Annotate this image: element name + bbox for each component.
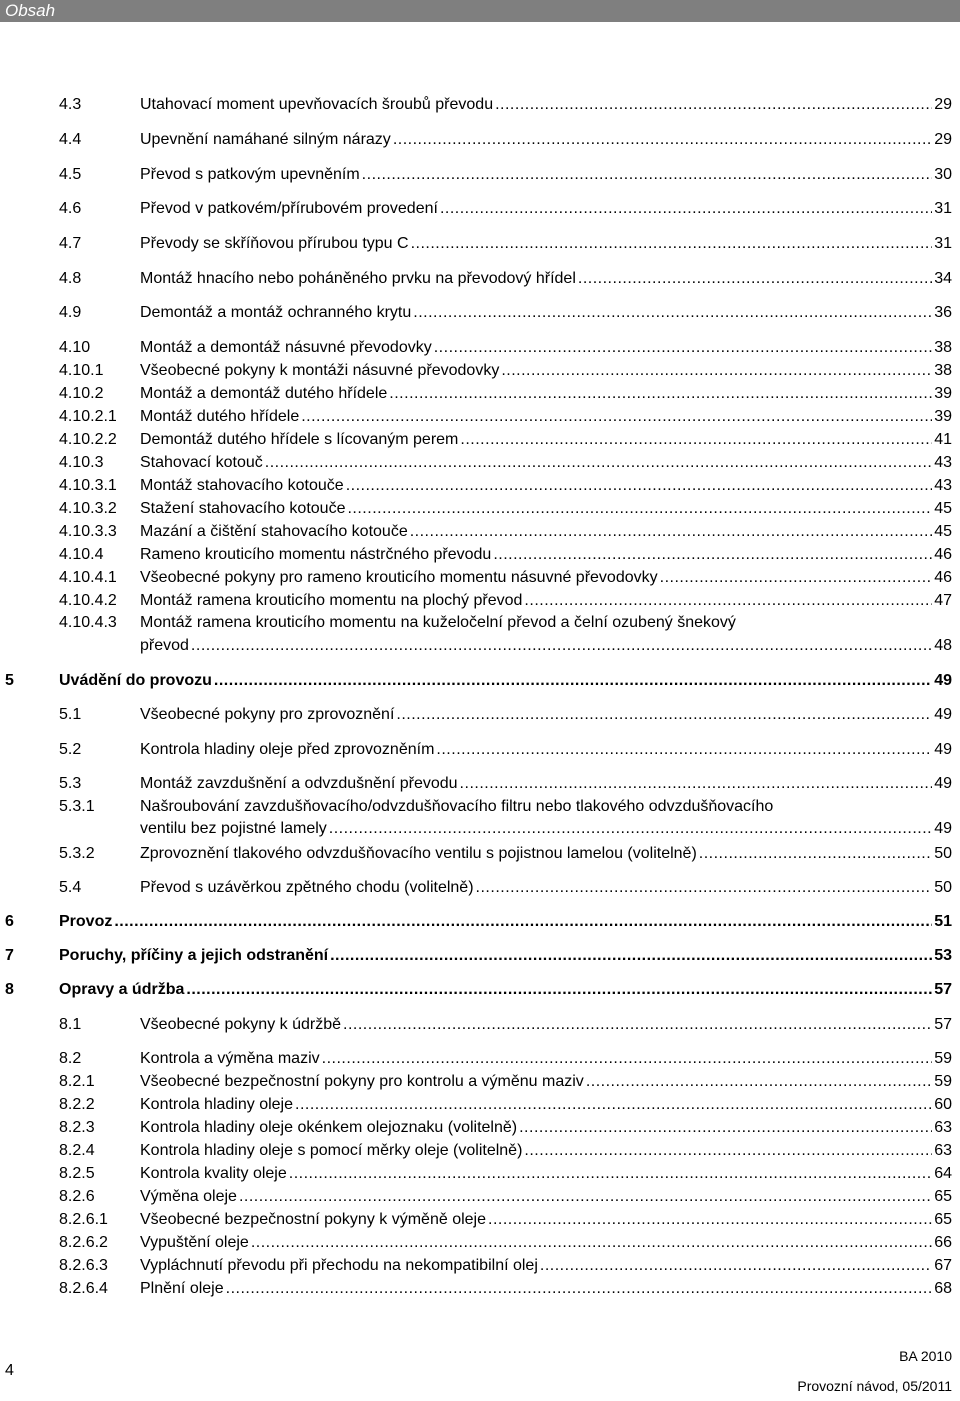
toc-entry-page: 57 (934, 981, 952, 998)
dot-leader (343, 1016, 932, 1034)
toc-entry-page: 43 (934, 454, 952, 471)
toc-entry-number: 4.10.2.2 (59, 431, 117, 448)
toc-entry-page: 57 (934, 1016, 952, 1033)
toc-entry-title: Mazání a čištění stahovacího kotouče (140, 523, 408, 540)
toc-entry-number: 8.2.6 (59, 1188, 95, 1205)
toc-entry-line (140, 879, 952, 897)
toc-entry-title: Upevnění namáhané silným nárazy (140, 131, 391, 148)
toc-entry-number: 5.4 (59, 879, 82, 896)
toc-entry[interactable] (0, 270, 960, 290)
page-number: 4 (5, 1362, 14, 1379)
dot-leader (214, 672, 932, 690)
toc-entry-number: 8 (5, 981, 14, 998)
toc-entry-page: 65 (934, 1211, 952, 1228)
toc-entry-number: 5.3 (59, 775, 82, 792)
toc-entry[interactable] (0, 569, 960, 589)
toc-entry-title: Provoz (59, 913, 113, 930)
toc-entry-page: 29 (934, 96, 952, 113)
toc-entry[interactable] (0, 913, 960, 933)
toc-entry-line (140, 845, 952, 863)
dot-leader (524, 1142, 932, 1160)
toc-entry-number: 8.2 (59, 1050, 82, 1067)
toc-entry-title: Všeobecné pokyny k montáži násuvné převodovky (140, 362, 500, 379)
toc-entry-line (140, 1016, 952, 1034)
toc-entry-page: 31 (934, 235, 952, 252)
toc-entry-number: 4.4 (59, 131, 82, 148)
toc-entry-page: 45 (934, 500, 952, 517)
toc-entry-line (140, 235, 952, 253)
toc-entry-number: 4.10.3 (59, 454, 104, 471)
toc-entry-line (140, 569, 952, 587)
toc-entry-line (140, 408, 952, 426)
toc-entry-page: 60 (934, 1096, 952, 1113)
toc-entry-page: 49 (934, 775, 952, 792)
toc-entry-line (140, 270, 952, 288)
toc-entry-title: Kontrola hladiny oleje s pomocí měrky oleje (volitelně) (140, 1142, 523, 1159)
toc-entry-line (140, 1280, 952, 1298)
dot-leader (660, 569, 932, 587)
toc-entry-title: Rameno krouticího momentu nástrčného převodu (140, 546, 492, 563)
dot-leader (519, 1119, 932, 1137)
toc-entry-number: 6 (5, 913, 14, 930)
dot-leader (495, 96, 932, 114)
dot-leader (330, 947, 932, 965)
toc-entry[interactable] (0, 1188, 960, 1208)
toc-entry[interactable] (0, 879, 960, 899)
toc-entry[interactable] (0, 500, 960, 520)
dot-leader (346, 477, 932, 495)
toc-entry-page: 49 (934, 741, 952, 758)
footer-doc-info (797, 1341, 952, 1401)
toc-entry-page: 59 (934, 1050, 952, 1067)
toc-entry-line (140, 1234, 952, 1252)
toc-entry-page: 53 (934, 947, 952, 964)
toc-entry-title: Plnění oleje (140, 1280, 224, 1297)
toc-entry[interactable] (0, 200, 960, 220)
toc-entry-line (140, 1257, 952, 1275)
dot-leader (251, 1234, 932, 1252)
toc-entry-line (140, 385, 952, 403)
toc-entry-page: 46 (934, 569, 952, 586)
toc-entry-page: 38 (934, 339, 952, 356)
toc-entry-title-line1: Montáž ramena krouticího momentu na kuželočelní převod a čelní ozubený šnekový (140, 614, 736, 631)
dot-leader (434, 339, 932, 357)
toc-entry-page: 63 (934, 1142, 952, 1159)
toc-entry-page: 68 (934, 1280, 952, 1297)
toc-entry-page: 29 (934, 131, 952, 148)
toc-entry-number: 4.10.4.2 (59, 592, 117, 609)
toc-entry-title: Vypuštění oleje (140, 1234, 249, 1251)
toc-entry-title: ventilu bez pojistné lamely (140, 820, 327, 837)
dot-leader (389, 385, 932, 403)
toc-entry-page: 41 (934, 431, 952, 448)
dot-leader (265, 454, 932, 472)
toc-entry-title: Všeobecné pokyny pro rameno krouticího momentu násuvné převodovky (140, 569, 658, 586)
toc-entry-number: 4.3 (59, 96, 82, 113)
toc-entry-number: 4.9 (59, 304, 82, 321)
toc-entry-page: 47 (934, 592, 952, 609)
dot-leader (322, 1050, 932, 1068)
toc-entry-title: Všeobecné pokyny k údržbě (140, 1016, 342, 1033)
toc-entry-number: 4.7 (59, 235, 82, 252)
toc-entry-number: 5.3.1 (59, 798, 95, 815)
dot-leader (460, 775, 932, 793)
toc-entry[interactable] (0, 775, 960, 795)
toc-entry-number: 8.2.6.3 (59, 1257, 108, 1274)
dot-leader (501, 362, 932, 380)
toc-entry-page: 49 (934, 706, 952, 723)
toc-entry-number: 5 (5, 672, 14, 689)
toc-entry-number: 4.10.2.1 (59, 408, 117, 425)
toc-entry-line (140, 1211, 952, 1229)
toc-entry[interactable] (0, 672, 960, 692)
toc-entry-page: 34 (934, 270, 952, 287)
toc-entry-line (140, 477, 952, 495)
toc-entry-page: 43 (934, 477, 952, 494)
toc-entry-title: Poruchy, příčiny a jejich odstranění (59, 947, 329, 964)
dot-leader (396, 706, 932, 724)
toc-entry[interactable] (0, 1119, 960, 1139)
dot-leader (440, 200, 932, 218)
toc-entry-number: 4.10.3.1 (59, 477, 117, 494)
toc-entry-title-line1: Našroubování zavzdušňovacího/odvzdušňovacího filtru nebo tlakového odvzdušňovacího (140, 798, 774, 815)
toc-entry-number: 8.2.6.1 (59, 1211, 108, 1228)
toc-entry-line (140, 454, 952, 472)
toc-entry-number: 8.2.1 (59, 1073, 95, 1090)
toc-entry[interactable] (0, 477, 960, 497)
toc-entry-line (140, 546, 952, 564)
toc-entry-title: Převod v patkovém/přírubovém provedení (140, 200, 438, 217)
toc-entry-page: 51 (934, 913, 952, 930)
toc-entry-line (140, 200, 952, 218)
toc-entry-title: Stahovací kotouč (140, 454, 263, 471)
toc-entry-line (140, 820, 952, 838)
toc-entry[interactable] (0, 431, 960, 451)
toc-entry[interactable] (0, 454, 960, 474)
toc-entry-title: Kontrola a výměna maziv (140, 1050, 320, 1067)
toc-entry-number: 4.10.3.3 (59, 523, 117, 540)
dot-leader (493, 546, 932, 564)
dot-leader (460, 431, 932, 449)
dot-leader (540, 1257, 932, 1275)
toc-entry[interactable] (0, 706, 960, 726)
toc-entry[interactable] (0, 1211, 960, 1231)
dot-leader (578, 270, 932, 288)
toc-entry-line (140, 1188, 952, 1206)
toc-entry-page: 64 (934, 1165, 952, 1182)
toc-entry-line (140, 1165, 952, 1183)
toc-entry-title: Kontrola hladiny oleje okénkem olejoznaku (volitelně) (140, 1119, 518, 1136)
doc-code: BA 2010 (899, 1348, 952, 1364)
dot-leader (411, 235, 932, 253)
toc-entry-page: 31 (934, 200, 952, 217)
dot-leader (186, 981, 932, 999)
toc-entry[interactable] (0, 1016, 960, 1036)
toc-entry-line (140, 741, 952, 759)
toc-entry[interactable] (0, 1280, 960, 1300)
toc-entry-title: Montáž dutého hřídele (140, 408, 300, 425)
toc-entry-title: Montáž a demontáž násuvné převodovky (140, 339, 432, 356)
toc-entry-line (140, 1073, 952, 1091)
toc-entry-line (140, 166, 952, 184)
toc-entry[interactable] (0, 1142, 960, 1162)
toc-entry-number: 4.5 (59, 166, 82, 183)
toc-entry-title: Zprovoznění tlakového odvzdušňovacího ventilu s pojistnou lamelou (volitelně) (140, 845, 697, 862)
toc-entry-title: Utahovací moment upevňovacích šroubů převodu (140, 96, 494, 113)
toc-entry-page: 63 (934, 1119, 952, 1136)
dot-leader (410, 523, 932, 541)
toc-entry-number: 4.10.3.2 (59, 500, 117, 517)
toc-entry-number: 8.2.3 (59, 1119, 95, 1136)
toc-entry-page: 48 (934, 637, 952, 654)
toc-entry-line (59, 981, 952, 999)
doc-name: Provozní návod, 05/2011 (797, 1378, 952, 1394)
toc-entry-number: 5.1 (59, 706, 82, 723)
toc-entry-page: 49 (934, 672, 952, 689)
toc-entry[interactable] (0, 523, 960, 543)
dot-leader (347, 500, 932, 518)
toc-entry-page: 38 (934, 362, 952, 379)
toc-entry-title: Převody se skříňovou přírubou typu C (140, 235, 409, 252)
toc-entry-line (140, 431, 952, 449)
toc-entry-page: 67 (934, 1257, 952, 1274)
toc-entry[interactable] (0, 592, 960, 612)
toc-entry-page: 36 (934, 304, 952, 321)
toc-entry[interactable] (0, 981, 960, 1001)
toc-entry-page: 30 (934, 166, 952, 183)
toc-entry-title: Vypláchnutí převodu při přechodu na nekompatibilní olej (140, 1257, 538, 1274)
toc-entry[interactable] (0, 235, 960, 255)
toc-entry[interactable] (0, 1096, 960, 1116)
toc-entry[interactable] (0, 947, 960, 967)
toc-entry-title: Všeobecné bezpečnostní pokyny k výměně oleje (140, 1211, 486, 1228)
toc-entry[interactable] (0, 362, 960, 382)
toc-entry-number: 4.10.4 (59, 546, 104, 563)
toc-entry[interactable] (0, 1050, 960, 1070)
toc-entry-page: 46 (934, 546, 952, 563)
toc-entry-line (59, 672, 952, 690)
dot-leader (329, 820, 932, 838)
dot-leader (586, 1073, 932, 1091)
dot-leader (191, 637, 932, 655)
toc-entry-title: Kontrola hladiny oleje (140, 1096, 293, 1113)
dot-leader (295, 1096, 932, 1114)
toc-entry-line (59, 947, 952, 965)
toc-entry-number: 4.10 (59, 339, 91, 356)
toc-entry[interactable] (0, 546, 960, 566)
dot-leader (393, 131, 932, 149)
toc-entry[interactable] (0, 304, 960, 324)
dot-leader (524, 592, 932, 610)
toc-entry-title: Opravy a údržba (59, 981, 185, 998)
toc-entry[interactable] (0, 408, 960, 428)
toc-entry-line (59, 913, 952, 931)
page-title: Obsah (5, 1, 56, 20)
dot-leader (239, 1188, 932, 1206)
toc-entry-number: 7 (5, 947, 14, 964)
toc-entry-line (140, 500, 952, 518)
toc-entry-title: převod (140, 637, 189, 654)
toc-entry-page: 49 (934, 820, 952, 837)
dot-leader (476, 879, 932, 897)
toc-entry-line (140, 362, 952, 380)
toc-entry-number: 8.1 (59, 1016, 82, 1033)
toc-entry-line (140, 1096, 952, 1114)
toc-entry-title: Montáž hnacího nebo poháněného prvku na převodový hřídel (140, 270, 576, 287)
toc-entry-line (140, 523, 952, 541)
toc-entry-title: Převod s patkovým upevněním (140, 166, 360, 183)
toc-entry-page: 50 (934, 879, 952, 896)
toc-entry-line (140, 1050, 952, 1068)
toc-entry[interactable] (0, 1073, 960, 1093)
toc-entry-title: Kontrola hladiny oleje před zprovozněním (140, 741, 435, 758)
toc-entry-line (140, 637, 952, 655)
toc-entry-number: 4.10.4.3 (59, 614, 117, 631)
dot-leader (699, 845, 932, 863)
dot-leader (226, 1280, 932, 1298)
toc-entry[interactable] (0, 96, 960, 116)
dot-leader (413, 304, 932, 322)
toc-entry-title: Uvádění do provozu (59, 672, 212, 689)
toc-entry-title: Všeobecné bezpečnostní pokyny pro kontrolu a výměnu maziv (140, 1073, 584, 1090)
dot-leader (114, 913, 932, 931)
toc-entry-title: Montáž a demontáž dutého hřídele (140, 385, 388, 402)
dot-leader (488, 1211, 932, 1229)
dot-leader (362, 166, 932, 184)
toc-entry-number: 5.3.2 (59, 845, 95, 862)
toc-entry-number: 4.8 (59, 270, 82, 287)
toc-entry-line (140, 1119, 952, 1137)
toc-entry-title: Převod s uzávěrkou zpětného chodu (volitelně) (140, 879, 474, 896)
toc-entry[interactable] (0, 385, 960, 405)
toc-entry-number: 8.2.6.4 (59, 1280, 108, 1297)
toc-entry-number: 5.2 (59, 741, 82, 758)
toc-entry[interactable] (0, 166, 960, 186)
toc-entry-line (140, 775, 952, 793)
toc-entry-page: 65 (934, 1188, 952, 1205)
toc-entry[interactable] (0, 1257, 960, 1277)
toc-entry-number: 8.2.6.2 (59, 1234, 108, 1251)
toc-entry[interactable] (0, 339, 960, 359)
toc-entry-title: Montáž ramena krouticího momentu na plochý převod (140, 592, 523, 609)
toc-entry-number: 4.10.2 (59, 385, 104, 402)
toc-entry[interactable] (0, 845, 960, 865)
toc-entry-line (140, 592, 952, 610)
toc-entry-title: Montáž zavzdušnění a odvzdušnění převodu (140, 775, 458, 792)
toc-entry-title: Stažení stahovacího kotouče (140, 500, 346, 517)
toc-entry-title: Všeobecné pokyny pro zprovoznění (140, 706, 395, 723)
dot-leader (289, 1165, 932, 1183)
toc-entry[interactable] (0, 1165, 960, 1185)
toc-entry-page: 39 (934, 385, 952, 402)
toc-entry[interactable] (0, 1234, 960, 1254)
toc-entry-title: Montáž stahovacího kotouče (140, 477, 344, 494)
toc-entry-page: 39 (934, 408, 952, 425)
toc-entry-line (140, 96, 952, 114)
toc-entry-number: 4.6 (59, 200, 82, 217)
toc-entry-title: Kontrola kvality oleje (140, 1165, 287, 1182)
toc-entry-title: Demontáž dutého hřídele s lícovaným perem (140, 431, 459, 448)
toc-entry-page: 45 (934, 523, 952, 540)
toc-entry[interactable] (0, 131, 960, 151)
toc-entry-line (140, 706, 952, 724)
toc-entry-number: 4.10.4.1 (59, 569, 117, 586)
toc-entry-number: 8.2.4 (59, 1142, 95, 1159)
toc-entry-line (140, 131, 952, 149)
toc-entry-page: 66 (934, 1234, 952, 1251)
toc-entry-number: 8.2.2 (59, 1096, 95, 1113)
toc-entry-title: Demontáž a montáž ochranného krytu (140, 304, 412, 321)
toc-entry-page: 50 (934, 845, 952, 862)
toc-entry-number: 4.10.1 (59, 362, 104, 379)
toc-entry-line (140, 339, 952, 357)
toc-entry-line (140, 1142, 952, 1160)
toc-entry-line (140, 304, 952, 322)
dot-leader (301, 408, 932, 426)
toc-entry-page: 59 (934, 1073, 952, 1090)
dot-leader (436, 741, 932, 759)
toc-entry-title: Výměna oleje (140, 1188, 237, 1205)
toc-entry[interactable] (0, 741, 960, 761)
toc-entry-number: 8.2.5 (59, 1165, 95, 1182)
